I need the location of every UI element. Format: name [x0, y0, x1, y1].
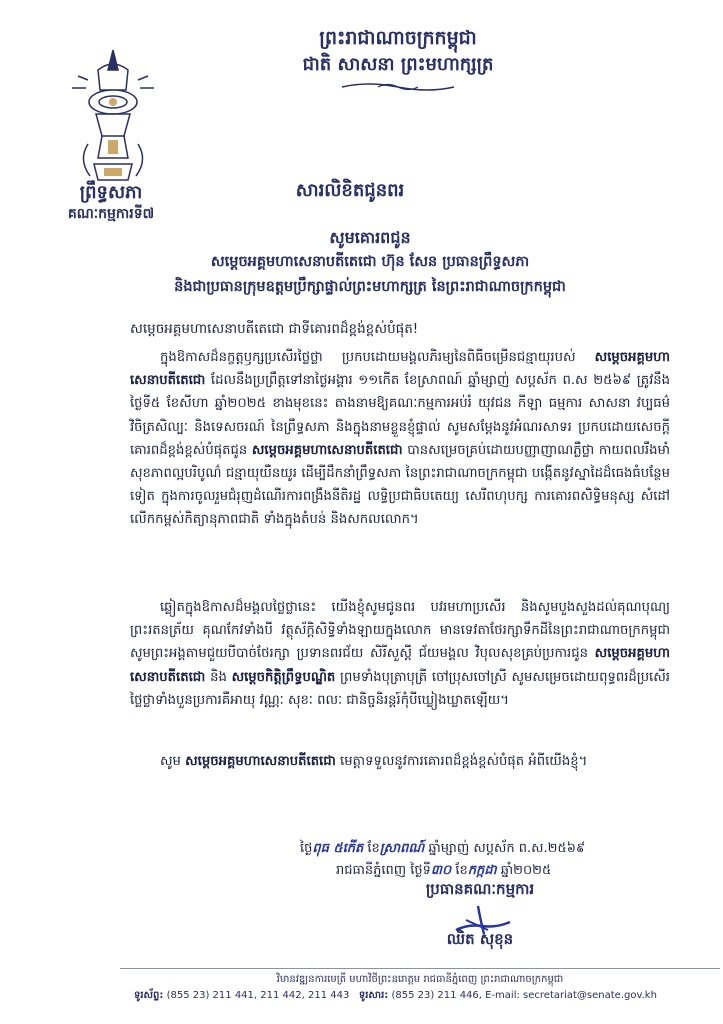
place-date-handwritten-month: កក្កដា	[467, 863, 497, 878]
signer-title: ប្រធានគណៈកម្មការ	[425, 880, 535, 898]
paragraph-1-text: ដែលនឹងប្រព្រឹត្តទៅនាថ្ងៃអង្គារ ១១កើត ខែស្រាពណ៍ ឆ្នាំម្សាញ់ សប្តស័ក ព.ស ២៥៦៩ ត្រូវនឹងថ្ងៃទី៥ ខែសីហា ឆ្នាំ២០២៥ ខាងមុខនេះ តាងនាមឱ្យគណៈកម្មការអប់រំ យុវជន កីឡា ធម្មការ សាសនា វប្បធម៌ វិចិត្រសិល្បៈ និងទេសចរណ៍ នៃព្រឹទ្ធសភា និងក្នុងនាមខ្លួនខ្ញុំផ្ទាល់ សូមសម្តែងនូវអំណរសាទរ ប្រកបដោយសេចក្តីគោរពដ៏ខ្ពង់ខ្ពស់បំផុតជូន	[130, 373, 670, 458]
footer-address: វិមានវឌ្ឍនការមេត្រី មហាវិថីព្រះនរោត្តម រាជធានីភ្នំពេញ ព្រះរាជាណាចក្រកម្ពុជា	[276, 974, 564, 985]
fax-email: (855 23) 211 446, E-mail: secretariat@senate.gov.kh	[391, 990, 657, 1001]
place-date-line	[336, 860, 716, 882]
paragraph-1-text: បានសម្រេចគ្រប់ដោយបញ្ញាញាណភ្លឺថ្លា កាយពលរឹងមាំ សុខភាពល្អបរិបូណ៌ ជន្មាយុយឺនយូរ ដើម្បីដឹកនាំព្រឹទ្ធសភា នៃព្រះរាជាណាចក្រកម្ពុជា បង្កើតនូវស្នាដៃដ៏ធេងធំបន្ថែមទៀត ក្នុងការចូលរួមជំរុញដំណើរការពង្រឹងនីតិរដ្ឋ លទ្ធិប្រជាធិបតេយ្យ សេរីពហុបក្ស ការគោរពសិទ្ធិមនុស្ស សំដៅលើកកម្ពស់កិត្យានុភាពជាតិ ទាំងក្នុងតំបន់ និងសកលលោក។	[130, 442, 670, 528]
place-date-handwritten-day: ៣០	[430, 863, 452, 878]
footer-contact	[120, 988, 720, 1004]
paragraph-3-text: សូម	[160, 754, 186, 769]
fax-label: ទូរសារ:	[358, 990, 389, 1001]
recipient-role: និងជាប្រធានក្រុមឧត្តមប្រឹក្សាផ្ទាល់ព្រះមហាក្សត្រ នៃព្រះរាជាណាចក្រកម្ពុជា	[174, 279, 566, 295]
recipient-name: សម្តេចអគ្គមហាសេនាបតីតេជោ ហ៊ុន សែន ប្រធានព្រឹទ្ធសភា	[210, 254, 530, 270]
footer	[120, 972, 720, 1004]
lunar-date-line	[300, 838, 700, 860]
phone-numbers: (855 23) 211 441, 211 442, 211 443	[166, 990, 350, 1001]
paragraph-2	[130, 596, 670, 712]
lunar-date-month-label: ខែ	[363, 841, 380, 856]
place-date-year: ឆ្នាំ២០២៥	[496, 863, 552, 878]
paragraph-3	[130, 750, 670, 773]
recipient-greeting: សូមគោរពជូន	[329, 228, 411, 247]
lunar-date-prefix: ថ្ងៃ	[300, 841, 313, 856]
national-motto: ជាតិ សាសនា ព្រះមហាក្សត្រ	[302, 54, 494, 75]
sender-committee: គណៈកម្មការទី៧	[67, 206, 155, 222]
paragraph-2-text: ឆ្លៀតក្នុងឱកាសដ៏មង្គលថ្លៃថ្លានេះ យើងខ្ញុំសូមជូនពរ បវរមហាប្រសើរ និងសូមបួងសួងដល់គុណបុណ្យព្រះរតនត្រ័យ គុណកែវទាំងបី វត្ថុស័ក្តិសិទ្ធិទាំងឡាយក្នុងលោក មានទេវតាថែរក្សាទឹកដីនៃព្រះរាជាណាចក្រកម្ពុជា សូមព្រះអង្គតាមជួយបីបាច់ថែរក្សា ប្រទានពរជ័យ សិរីសួស្តី ជ័យមង្គល វិបុលសុខគ្រប់ប្រការជូន	[130, 600, 670, 662]
signer-name: ឈិត សុខុន	[446, 930, 514, 948]
paragraph-1-bold-name: សម្តេចអគ្គមហាសេនាបតីតេជោ	[130, 350, 670, 389]
kingdom-header	[218, 24, 578, 94]
paragraph-2-text: និង	[205, 669, 232, 685]
ornament-divider-icon	[338, 80, 458, 94]
footer-divider	[120, 968, 720, 969]
paragraph-1-bold-name: សម្តេចអគ្គមហាសេនាបតីតេជោ	[251, 442, 403, 458]
paragraph-3-text: មេត្តាទទួលនូវការគោរពដ៏ខ្ពង់ខ្ពស់បំផុត អំពីយើងខ្ញុំ។	[335, 754, 588, 769]
place-date-prefix: រាជធានីភ្នំពេញ ថ្ងៃទី	[336, 863, 431, 878]
lunar-date-handwritten-month: ស្រាពណ៍	[379, 841, 425, 856]
lunar-date-suffix: ឆ្នាំម្សាញ់ សប្តស័ក ព.ស.២៥៦៩	[424, 841, 586, 856]
lunar-date-handwritten-day: ពុធ ៥កើត	[312, 841, 364, 856]
paragraph-3-bold-name: សម្តេចអគ្គមហាសេនាបតីតេជោ	[185, 754, 336, 769]
salutation: សម្តេចអគ្គមហាសេនាបតីតេជោ ជាទីគោរពដ៏ខ្ពង់ខ្ពស់បំផុត!	[130, 321, 419, 337]
phone-label: ទូរស័ព្ទ:	[134, 990, 164, 1001]
sender-block	[26, 182, 196, 224]
paragraph-2-bold-name: សម្តេចអគ្គមហាសេនាបតីតេជោ	[130, 646, 670, 685]
place-date-month-label: ខែ	[451, 863, 468, 878]
document-title: សារលិខិតជូនពរ	[295, 180, 405, 201]
sender-org-name: ព្រឹទ្ធសភា	[79, 182, 143, 203]
paragraph-1-text: ក្នុងឱកាសដ៏នក្ខត្តឫក្សប្រសើរថ្លៃថ្លា ប្រកបដោយមង្គលភិរម្យនៃពិធីចម្រើនជន្មាយុរបស់	[160, 350, 595, 365]
royal-emblem-icon	[58, 40, 168, 190]
paragraph-1	[130, 346, 670, 532]
kingdom-title: ព្រះរាជាណាចក្រកម្ពុជា	[319, 27, 477, 49]
recipient-block	[90, 226, 650, 300]
paragraph-2-text: ព្រមទាំងបុត្រាបុត្រី ចៅប្រុសចៅស្រី សូមសម្រេចដោយពុទ្ធពរដ៏ប្រសើរថ្លៃថ្លាទាំងបួនប្រការគឺអាយុ វណ្ណៈ សុខៈ ពលៈ ជានិច្ចនិរន្តរ៍កុំបីឃ្លៀងឃ្លាតឡើយ។	[130, 669, 670, 708]
paragraph-2-bold-name: សម្តេចកិត្តិព្រឹទ្ធបណ្ឌិត	[231, 669, 336, 685]
